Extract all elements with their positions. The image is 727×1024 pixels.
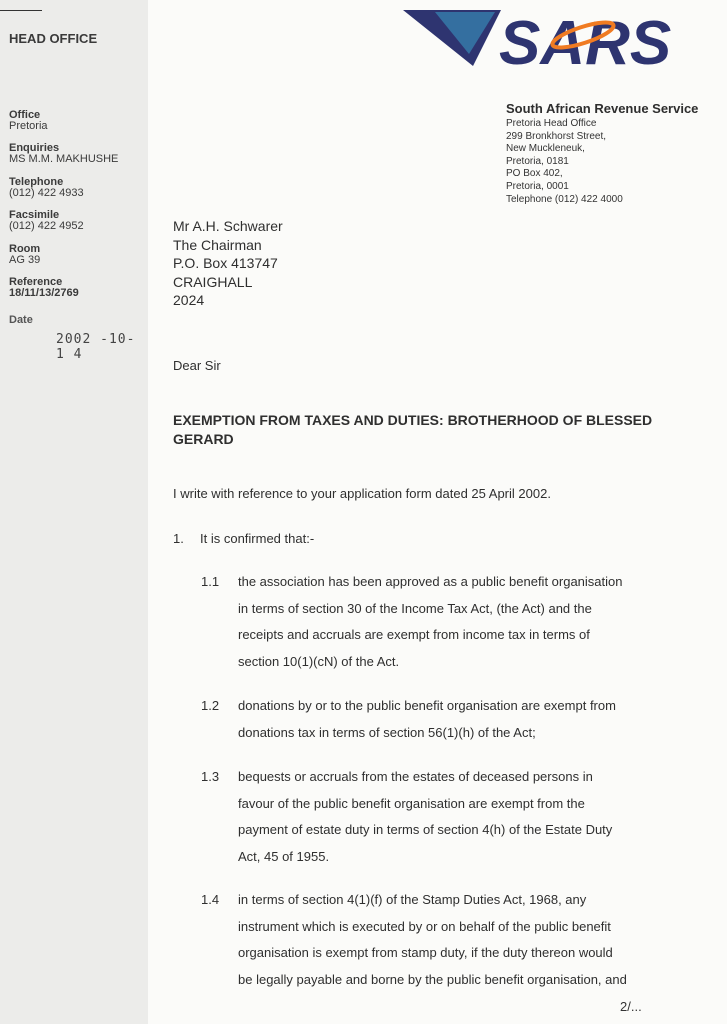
subpoint-line: in terms of section 30 of the Income Tax Act, (the Act) and the	[238, 600, 592, 616]
office-label: Office	[9, 109, 41, 121]
recipient-line: CRAIGHALL	[173, 273, 253, 290]
head-office-label: HEAD OFFICE	[9, 31, 98, 46]
date-label: Date	[9, 314, 33, 326]
subpoint-text	[238, 569, 698, 676]
subpoint-line: favour of the public benefit organisation are exempt from the	[238, 795, 585, 811]
subpoint-number: 1.1	[201, 574, 220, 589]
address-line: Telephone (012) 422 4000	[506, 193, 623, 205]
subpoint-number: 1.4	[201, 892, 220, 907]
enquiries-value: MS M.M. MAKHUSHE	[9, 153, 119, 165]
subpoint-line: donations by or to the public benefit organisation are exempt from	[238, 698, 616, 713]
reference-value: 18/11/13/2769	[9, 287, 79, 299]
room-value: AG 39	[9, 254, 41, 266]
address-line: PO Box 402,	[506, 168, 563, 180]
header-rule	[0, 10, 42, 11]
point-1-number: 1.	[173, 531, 184, 546]
subpoint-line: Act, 45 of 1955.	[238, 849, 330, 865]
subpoint-line: organisation is exempt from stamp duty, if the duty thereon would	[238, 945, 613, 961]
office-field	[9, 110, 48, 132]
recipient-line: The Chairman	[173, 236, 262, 253]
subpoint-text	[238, 764, 698, 871]
address-line: Pretoria, 0181	[506, 155, 569, 167]
salutation: Dear Sir	[173, 358, 221, 373]
room-label: Room	[9, 243, 41, 255]
facsimile-label: Facsimile	[9, 209, 60, 221]
subpoint-text	[238, 693, 698, 746]
address-line: Pretoria Head Office	[506, 118, 597, 129]
telephone-label: Telephone	[9, 176, 64, 188]
logo-wordmark: SARS	[499, 9, 672, 70]
subpoint-number: 1.3	[201, 769, 220, 784]
subpoint-line: receipts and accruals are exempt from income tax in terms of	[238, 627, 590, 643]
recipient-line: P.O. Box 413747	[173, 255, 278, 271]
recipient-line: Mr A.H. Schwarer	[173, 218, 283, 234]
office-value: Pretoria	[9, 120, 48, 132]
recipient-line: 2024	[173, 292, 205, 308]
subpoint-line: donations tax in terms of section 56(1)(h) of the Act;	[238, 724, 536, 740]
facsimile-value: (012) 422 4952	[9, 220, 84, 232]
intro-paragraph: I write with reference to your application form dated 25 April 2002.	[173, 486, 551, 501]
subpoint-line: payment of estate duty in terms of section 4(h) of the Estate Duty	[238, 822, 613, 838]
enquiries-label: Enquiries	[9, 142, 60, 154]
address-line: 299 Bronkhorst Street,	[506, 130, 607, 142]
letterhead-sidebar	[0, 0, 148, 1024]
point-1	[173, 531, 314, 546]
subject-heading: EXEMPTION FROM TAXES AND DUTIES: BROTHERHOOD OF BLESSED GERARD	[173, 412, 653, 447]
subpoint-line: instrument which is executed by or on behalf of the public benefit	[238, 918, 611, 934]
enquiries-field	[9, 143, 118, 165]
subpoint-line: be legally payable and borne by the public benefit organisation, and	[238, 972, 627, 988]
reference-label: Reference	[9, 276, 63, 288]
room-field	[9, 244, 40, 266]
reference-field	[9, 277, 79, 299]
sars-logo	[403, 8, 673, 70]
date-stamp: 2002 -10- 1 4	[56, 332, 136, 362]
subpoint-line: the association has been approved as a public benefit organisation	[238, 574, 623, 589]
address-line: New Muckleneuk,	[506, 143, 585, 155]
telephone-value: (012) 422 4933	[9, 187, 84, 199]
subpoint-text	[238, 887, 698, 994]
subpoint-line: bequests or accruals from the estates of deceased persons in	[238, 769, 593, 784]
page-continuation: 2/...	[620, 999, 642, 1014]
recipient-address	[173, 217, 283, 310]
facsimile-field	[9, 210, 84, 232]
point-1-text: It is confirmed that:-	[200, 531, 315, 546]
address-line: Pretoria, 0001	[506, 180, 569, 192]
sars-address-block	[506, 101, 698, 206]
subpoint-line: section 10(1)(cN) of the Act.	[238, 654, 400, 670]
telephone-field	[9, 177, 84, 199]
subpoint-line: in terms of section 4(1)(f) of the Stamp Duties Act, 1968, any	[238, 892, 587, 907]
sars-org-name: South African Revenue Service	[506, 101, 699, 116]
subpoint-number: 1.2	[201, 698, 220, 713]
